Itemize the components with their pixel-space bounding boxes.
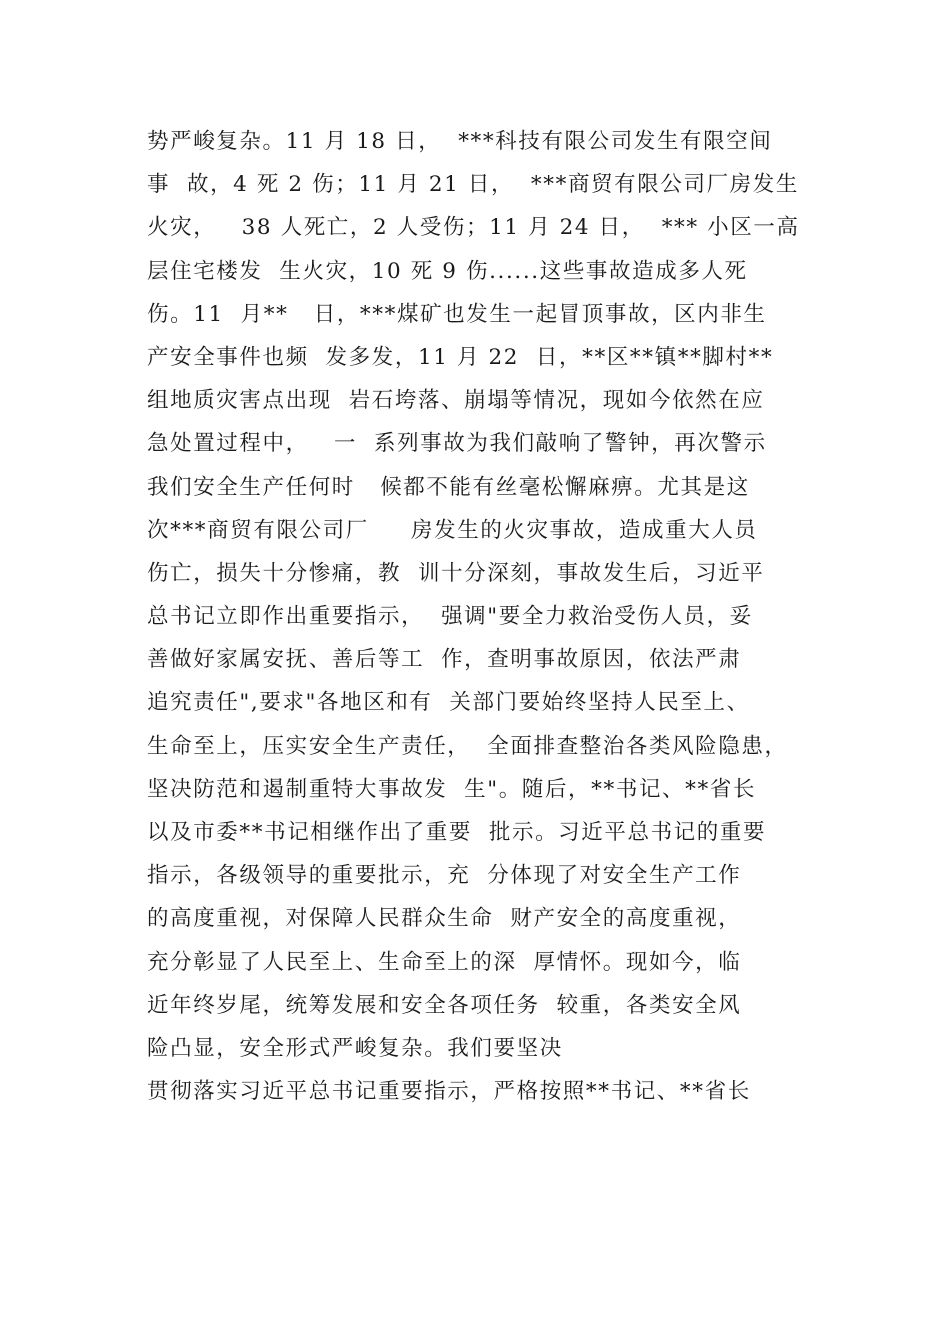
text-line: 生命至上，压实安全生产责任， 全面排查整治各类风险隐患，: [147, 733, 788, 759]
text-line: 以及市委**书记相继作出了重要 批示。习近平总书记的重要: [147, 820, 767, 845]
text-line: 追究责任",要求"各地区和有 关部门要始终坚持人民至上、: [147, 690, 750, 716]
text-line: 组地质灾害点出现 岩石垮落、崩塌等情况，现如今依然在应: [147, 388, 765, 414]
text-line: 伤亡，损失十分惨痛，教 训十分深刻，事故发生后，习近平: [147, 560, 765, 586]
text-line: 急处置过程中， 一 系列事故为我们敲响了警钟，再次警示: [147, 431, 767, 457]
text-line: 指示，各级领导的重要批示，充 分体现了对安全生产工作: [147, 863, 742, 889]
text-line: 产安全事件也频 发多发，11 月 22 日，**区**镇**脚村**: [147, 344, 774, 370]
text-line: 火灾， 38 人死亡，2 人受伤；11 月 24 日， *** 小区一高: [147, 215, 800, 241]
text-line: 伤。11 月** 日，***煤矿也发生一起冒顶事故，区内非生: [147, 301, 767, 327]
text-line: 坚决防范和遏制重特大事故发 生"。随后，**书记、**省长: [147, 776, 757, 802]
text-line: 势严峻复杂。11 月 18 日， ***科技有限公司发生有限空间: [147, 129, 773, 154]
text-line: 我们安全生产任何时 候都不能有丝毫松懈麻痹。尤其是这: [147, 474, 750, 500]
text-line: 充分彰显了人民至上、生命至上的深 厚情怀。现如今，临: [147, 949, 742, 975]
text-line: 总书记立即作出重要指示， 强调"要全力救治受伤人员，妥: [147, 604, 753, 630]
body-text: [147, 120, 827, 1113]
text-line: 的高度重视，对保障人民群众生命 财产安全的高度重视，: [147, 906, 742, 932]
text-line: 险凸显，安全形式严峻复杂。我们要坚决: [147, 1035, 563, 1061]
text-line: 次***商贸有限公司厂 房发生的火灾事故，造成重大人员: [147, 517, 758, 543]
text-line: 近年终岁尾，统筹发展和安全各项任务 较重，各类安全风: [147, 992, 742, 1018]
text-line: 贯彻落实习近平总书记重要指示，严格按照**书记、**省长: [147, 1079, 751, 1105]
text-line: 事 故，4 死 2 伤；11 月 21 日， ***商贸有限公司厂房发生: [147, 172, 799, 198]
text-line: 善做好家属安抚、善后等工 作，查明事故原因，依法严肃: [147, 647, 742, 673]
text-line: 层住宅楼发 生火灾，10 死 9 伤......这些事故造成多人死: [147, 258, 748, 284]
